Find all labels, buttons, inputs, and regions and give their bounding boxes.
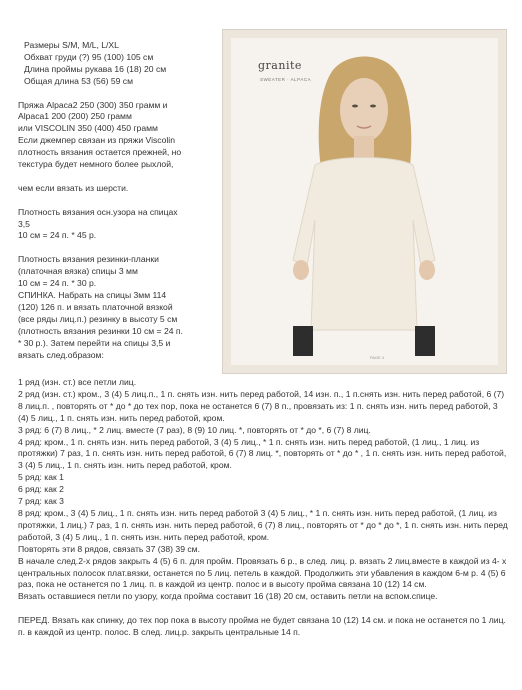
gauge-rib-line: 10 см = 24 п. * 30 р. — [18, 278, 97, 289]
gauge-main-line: Плотность вязания осн.узора на спицах — [18, 206, 178, 217]
pattern-row: Повторять эти 8 рядов, связать 37 (38) 39 см. — [18, 543, 200, 554]
photo-page-number: PAGE 4 — [370, 355, 385, 360]
intro-line: Обхват груди (?) 95 (100) 105 см — [24, 51, 154, 62]
brand-subtitle: SWEATER · ALPACA — [260, 77, 312, 82]
back-start-line: СПИНКА. Набрать на спицы 3мм 114 — [18, 289, 167, 300]
intro-line: Общая длина 53 (56) 59 см — [24, 75, 134, 86]
back-start-line: (120) 126 п. и вязать платочной вязкой — [18, 301, 173, 312]
gauge-rib-line: Плотность вязания резинки-планки — [18, 254, 159, 265]
brand-title: granite — [258, 59, 302, 72]
yarn-line: Если джемпер связан из пряжи Viscolin — [18, 135, 175, 146]
back-start-line: (все ряды лиц.п.) резинку в высоту 5 см — [18, 313, 178, 324]
pattern-row: 6 ряд: как 2 — [18, 484, 64, 495]
pattern-row: 8 ряд: кром., 3 (4) 5 лиц., 1 п. снять изн. нить перед работой 3 (4) 5 лиц., * 1 п. снять изн. нить перед работой, (1 лиц. из протяжки, 1 лиц.) 7 раз, 1 п. снять изн. нить перед работой, 6 (7) 8 лиц., повторять от * до * до *, 1 п. снять изн. нить перед работой, 3 (4) 5 лиц., 1 п. снять изн. нить перед работой, кром. — [18, 507, 508, 542]
gauge-main-line: 10 см = 24 п. * 45 р. — [18, 230, 97, 241]
yarn-line: плотность вязания остается прежней, но — [18, 147, 182, 158]
front-section: ПЕРЕД. Вязать как спинку, до тех пор пока в высоту пройма не будет связана 10 (12) 14 см. и пока не останется по 1 лиц. п. в каждой из центр. полос. В след. лиц.р. закрыть центральные 14 п. — [18, 615, 506, 638]
pattern-row: 1 ряд (изн. ст.) все петли лиц. — [18, 377, 137, 387]
intro-line: Длина проймы рукава 16 (18) 20 см — [24, 63, 167, 74]
pattern-row: 3 ряд: 6 (7) 8 лиц., * 2 лиц. вместе (7 раз), 8 (9) 10 лиц. *, повторять от * до *, 6 (7) 8 лиц. — [18, 424, 371, 435]
back-start-line: вязать след.образом: — [18, 349, 104, 360]
yarn-line: чем если вязать из шерсти. — [18, 182, 129, 193]
pattern-row: В начале след.2-х рядов закрыть 4 (5) 6 п. для пройм. Провязать 6 р., в след. лиц. р. вязать 2 лиц.вместе в каждой из 4- х центральных полосок плат.вязки, останется по 5 лиц. петель в каждой. Продолжить эти убавления в каждом 6-м р. 4 (5) 6 раз, пока не останется по 1 лиц. п. в каждой из центр. полос и в высоту пройма связана 10 (12) 14 см. — [18, 555, 507, 590]
back-start-line: * 30 р.). Затем перейти на спицы 3,5 и — [18, 337, 171, 348]
yarn-line: Пряжа Alpaca2 250 (300) 350 грамм и — [18, 99, 168, 110]
yarn-line: текстура будет немного более рыхлой, — [18, 159, 174, 170]
yarn-line: Alpaca1 200 (200) 250 грамм — [18, 111, 132, 122]
yarn-line: или VISCOLIN 350 (400) 450 грамм — [18, 123, 158, 134]
left-column — [18, 40, 233, 361]
gauge-rib-line: (платочная вязка) спицы 3 мм — [18, 266, 138, 277]
pattern-body — [18, 377, 508, 639]
back-start-line: (плотность вязания резинки 10 см = 24 п. — [18, 325, 183, 336]
pattern-row: 7 ряд: как 3 — [18, 496, 64, 507]
intro-line: Размеры S/M, M/L, L/XL — [24, 40, 119, 50]
pattern-row: 4 ряд: кром., 1 п. снять изн. нить перед работой, 3 (4) 5 лиц., * 1 п. снять изн. нить перед работой, (1 лиц., 1 лиц. из протяжки) 7 раз, 1 п. снять изн. нить перед работой, 6 (7) 8 лиц. *, повторять от * до * , 1 п. снять изн. нить перед работой, 3 (4) 5 лиц., 1 п. снять изн. нить перед работой, кром. — [18, 436, 507, 471]
gauge-main-line: 3,5 — [18, 218, 30, 229]
pattern-row: 2 ряд (изн. ст.) кром., 3 (4) 5 лиц.п., 1 п. снять изн. нить перед работой, 14 изн. п., 1 п.снять изн. нить перед работой, 6 (7) 8 лиц.п. , повторять от * до * до тех пор, пока не останется 6 (7) 8 п., провязать из: 1 п. снять изн. нить перед работой, 3 (4) 5 лиц., 1 п. снять изн. нить перед работой, кром. — [18, 388, 505, 423]
pattern-row: 5 ряд: как 1 — [18, 472, 64, 483]
pattern-row: Вязать оставшиеся петли по узору, когда пройма составит 16 (18) 20 см, оставить петли на вспом.спице. — [18, 591, 438, 602]
